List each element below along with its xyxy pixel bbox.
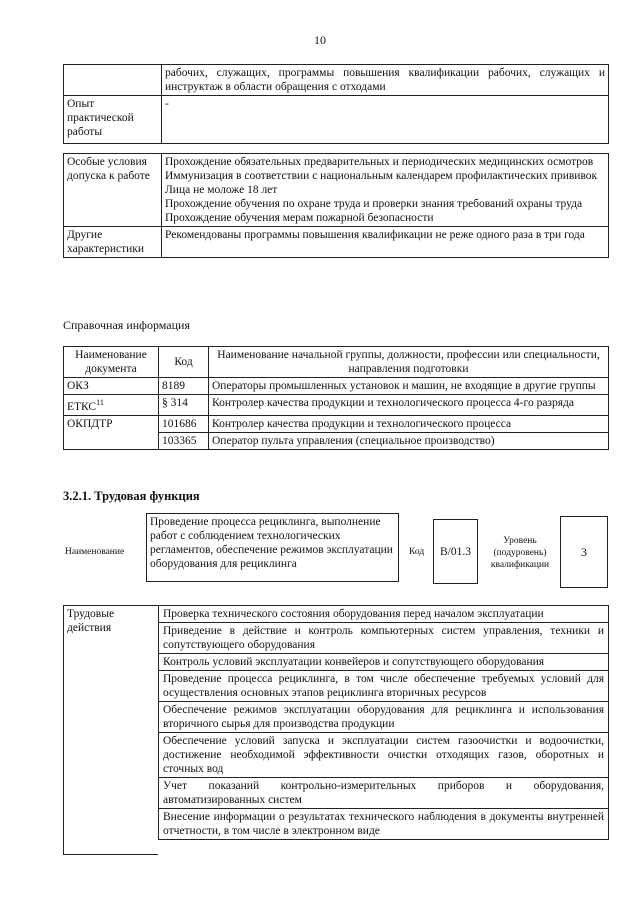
labor-function-name: Проведение процесса рециклинга, выполнение работ с соблюдением технологических регламентов, обеспечение режимов эксплуатации оборудования для рециклинга (146, 513, 399, 582)
table-header-row (64, 347, 609, 378)
page-number: 10 (314, 33, 326, 47)
education-table (63, 64, 609, 144)
labor-actions-label: Трудовые действия (63, 605, 158, 855)
table-row (64, 154, 609, 227)
action-item: Контроль условий эксплуатации конвейеров и сопутствующего оборудования (159, 654, 609, 671)
row-label: Опыт практической работы (64, 96, 162, 144)
doc-cell: ОКПДТР (64, 415, 159, 449)
action-item: Проверка технического состояния оборудования перед началом эксплуатации (159, 606, 609, 623)
action-item: Обеспечение режимов эксплуатации оборудования для рециклинга и использования вторичного сырья для производства продукции (159, 702, 609, 733)
condition-line: Прохождение обучения по охране труда и проверки знания требований охраны труда (165, 198, 583, 210)
name-cell: Контролер качества продукции и технологического процесса 4-го разряда (209, 395, 609, 416)
row-value (162, 154, 609, 227)
table-row (159, 623, 609, 654)
labor-function-heading: 3.2.1. Трудовая функция (63, 489, 200, 503)
table-row (159, 778, 609, 809)
action-item: Приведение в действие и контроль компьютерных систем управления, техники и сопутствующего оборудования (159, 623, 609, 654)
labor-function-code: B/01.3 (433, 519, 478, 584)
labor-actions-table (158, 605, 609, 840)
code-cell: 103365 (159, 432, 209, 449)
table-row (64, 395, 609, 416)
table-row (159, 606, 609, 623)
conditions-table (63, 153, 609, 258)
action-item: Учет показаний контрольно-измерительных приборов и оборудования, автоматизированных систем (159, 778, 609, 809)
name-cell: Операторы промышленных установок и машин, не входящие в другие группы (209, 378, 609, 395)
column-header: Наименование документа (64, 347, 159, 378)
code-cell: 8189 (159, 378, 209, 395)
code-label: Код (409, 547, 425, 557)
reference-table (63, 346, 609, 450)
level-label: Уровень (подуровень) квалификации (490, 536, 550, 570)
condition-line: Иммунизация в соответствии с национальным календарем профилактических прививок (165, 170, 598, 182)
action-item: Обеспечение условий запуска и эксплуатации систем газоочистки и водоочистки, достижение необходимой эффективности очистки отходящих газов, оборотных и сточных вод (159, 733, 609, 778)
condition-line: Прохождение обязательных предварительных и периодических медицинских осмотров (165, 156, 594, 168)
table-row (159, 733, 609, 778)
condition-line: Прохождение обучения мерам пожарной безопасности (165, 212, 434, 224)
action-item: Внесение информации о результатах технического наблюдения в документы внутренней отчетности, в том числе в электронном виде (159, 809, 609, 840)
table-row (64, 65, 609, 96)
footnote-mark: 11 (96, 398, 104, 407)
table-row (64, 378, 609, 395)
name-cell: Оператор пульта управления (специальное производство) (209, 432, 609, 449)
row-label: Другие характеристики (64, 227, 162, 258)
table-row (64, 96, 609, 144)
doc-cell: ОКЗ (64, 378, 159, 395)
row-label (64, 65, 162, 96)
action-item: Проведение процесса рециклинга, в том числе обеспечение требуемых условий для осуществления основных этапов рециклинга вторичных ресурсов (159, 671, 609, 702)
name-label: Наименование (65, 547, 125, 557)
table-row (159, 809, 609, 840)
row-value: - (162, 96, 609, 144)
reference-heading: Справочная информация (63, 318, 190, 332)
table-row (159, 654, 609, 671)
condition-line: Рекомендованы программы повышения квалификации не реже одного раза в три года (165, 229, 585, 241)
column-header: Наименование начальной группы, должности, профессии или специальности, направления подготовки (209, 347, 609, 378)
row-value: рабочих, служащих, программы повышения квалификации рабочих, служащих и инструктаж в области обращения с отходами (162, 65, 609, 96)
table-row (159, 702, 609, 733)
row-value (162, 227, 609, 258)
code-cell: 101686 (159, 415, 209, 432)
doc-cell: ЕТКС$^{11}$ (64, 395, 159, 416)
table-row (159, 671, 609, 702)
code-cell: § 314 (159, 395, 209, 416)
table-row (64, 415, 609, 432)
qualification-level: 3 (560, 516, 608, 588)
column-header: Код (159, 347, 209, 378)
condition-line: Лица не моложе 18 лет (165, 184, 278, 196)
row-label: Особые условия допуска к работе (64, 154, 162, 227)
table-row (64, 227, 609, 258)
name-cell: Контролер качества продукции и технологического процесса (209, 415, 609, 432)
